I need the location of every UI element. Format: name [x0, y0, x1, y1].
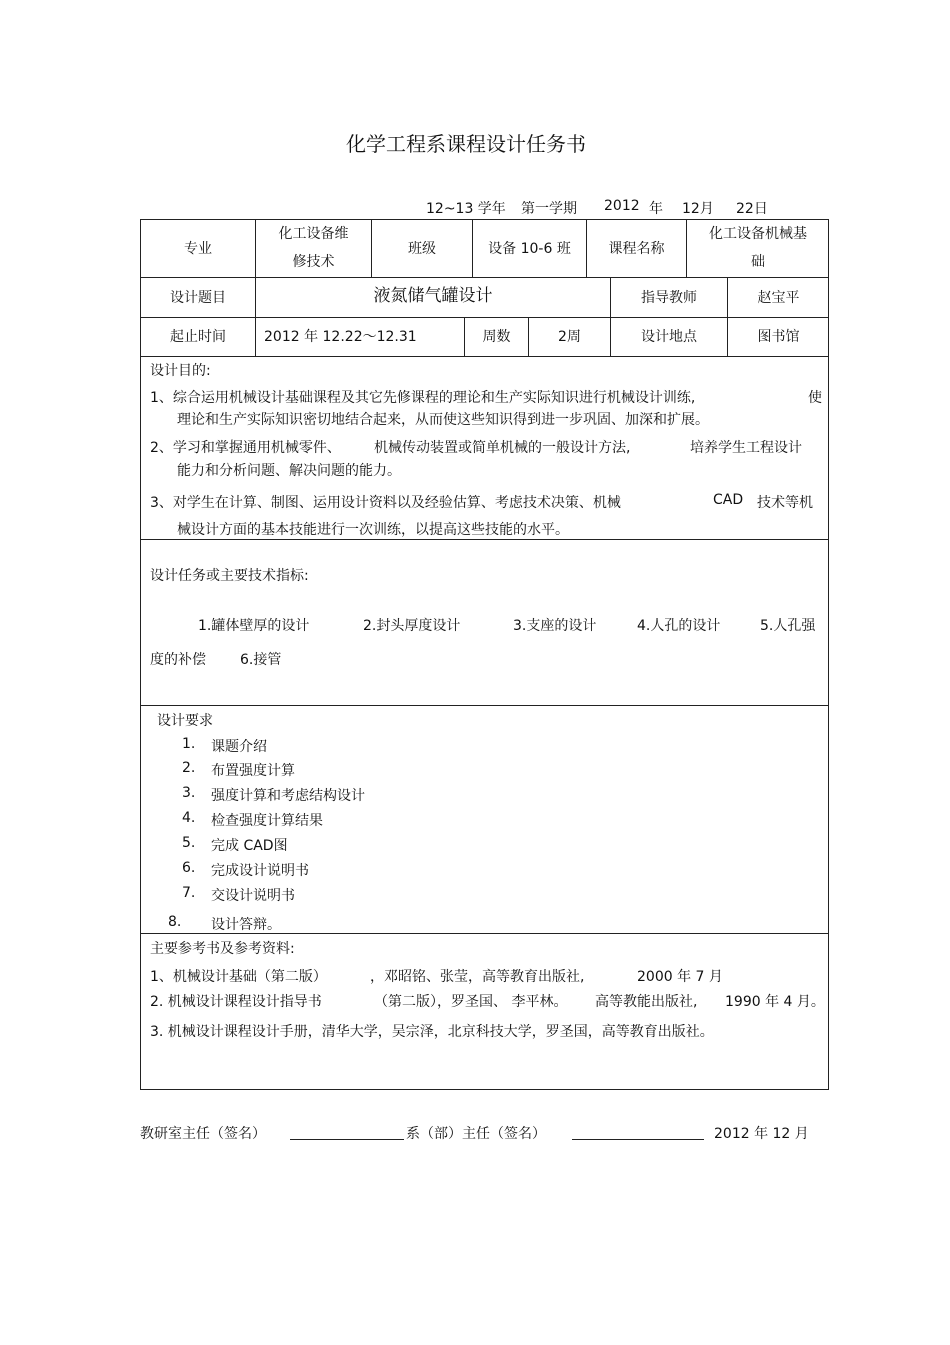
- weeks-label: 周数: [482, 329, 511, 345]
- dept-signature-line: [572, 1139, 704, 1140]
- weeks-value: 2周: [558, 329, 581, 345]
- requirement-num: 4.: [182, 810, 196, 826]
- requirement-num: 2.: [182, 760, 196, 776]
- office-director-signature-label: 教研室主任（签名）: [140, 1126, 266, 1142]
- requirement-num: 5.: [182, 835, 196, 851]
- table-rule: [140, 356, 829, 357]
- reference-1-date: 2000 年 7 月: [637, 969, 723, 985]
- requirement-text: 完成设计说明书: [211, 863, 309, 879]
- table-rule: [140, 539, 829, 540]
- purpose-item2-a: 2、学习和掌握通用机械零件、: [150, 440, 341, 456]
- requirement-text: 检查强度计算结果: [211, 813, 323, 829]
- requirement-num: 6.: [182, 860, 196, 876]
- reference-1-title: 1、机械设计基础（第二版）: [150, 969, 327, 985]
- tasks-heading: 设计任务或主要技术指标:: [150, 568, 309, 584]
- task-item: 3.支座的设计: [513, 618, 597, 634]
- task-item: 2.封头厚度设计: [363, 618, 461, 634]
- date-month: 12月: [682, 201, 714, 217]
- topic-value: 液氮储气罐设计: [373, 286, 493, 306]
- date-day: 22日: [736, 201, 768, 217]
- major-value-line2: 修技术: [292, 254, 335, 270]
- semester: 第一学期: [521, 201, 577, 217]
- period-value: 2012 年 12.22～12.31: [264, 329, 417, 345]
- requirement-text: 完成 CAD图: [211, 838, 288, 854]
- course-value-line2: 础: [751, 254, 765, 270]
- reference-2-date: 1990 年 4 月。: [725, 994, 825, 1010]
- references-heading: 主要参考书及参考资料:: [150, 941, 295, 957]
- requirement-num: 3.: [182, 785, 196, 801]
- office-signature-line: [290, 1139, 404, 1140]
- reference-2-publisher: 高等教能出版社,: [595, 994, 698, 1010]
- task-item: 4.人孔的设计: [637, 618, 721, 634]
- requirement-num: 7.: [182, 885, 196, 901]
- place-value: 图书馆: [757, 329, 800, 345]
- purpose-item2-c: 培养学生工程设计: [690, 440, 802, 456]
- dept-director-signature-label: 系（部）主任（签名）: [406, 1126, 546, 1142]
- purpose-item3-c: 技术等机: [757, 495, 813, 511]
- teacher-value: 赵宝平: [757, 289, 800, 306]
- page-title: 化学工程系课程设计任务书: [346, 132, 586, 156]
- date-year-unit: 年: [649, 201, 663, 217]
- signature-date: 2012 年 12 月: [714, 1126, 809, 1142]
- purpose-item1-c: 理论和生产实际知识密切地结合起来，从而使这些知识得到进一步巩固、加深和扩展。: [177, 412, 709, 428]
- reference-3: 3. 机械设计课程设计手册，清华大学，吴宗泽，北京科技大学，罗圣国，高等教育出版社。: [150, 1024, 714, 1040]
- reference-2-authors: （第二版），罗圣国、 李平林。: [374, 994, 568, 1010]
- topic-label: 设计题目: [170, 289, 226, 306]
- course-label: 课程名称: [608, 240, 665, 257]
- major-value-line1: 化工设备维: [278, 226, 349, 242]
- purpose-item1-b: 使: [808, 390, 822, 406]
- requirement-text: 布置强度计算: [211, 763, 295, 779]
- purpose-item3-a: 3、对学生在计算、制图、运用设计资料以及经验估算、考虑技术决策、机械: [150, 495, 621, 511]
- requirement-text: 课题介绍: [211, 739, 267, 755]
- place-label: 设计地点: [641, 329, 697, 345]
- requirement-num: 8.: [168, 914, 182, 930]
- purpose-item2-b: 机械传动装置或简单机械的一般设计方法,: [374, 440, 631, 456]
- school-year: 12~13 学年: [426, 201, 506, 217]
- task-item: 1.罐体壁厚的设计: [198, 618, 310, 634]
- period-label: 起止时间: [170, 329, 226, 345]
- purpose-item2-d: 能力和分析问题、解决问题的能力。: [177, 463, 401, 479]
- task-item: 度的补偿: [150, 652, 206, 668]
- purpose-item1-a: 1、综合运用机械设计基础课程及其它先修课程的理论和生产实际知识进行机械设计训练,: [150, 390, 696, 406]
- requirement-text: 交设计说明书: [211, 888, 295, 904]
- class-label: 班级: [408, 240, 436, 257]
- reference-1-authors: ，邓昭铭、张莹，高等教育出版社,: [370, 969, 585, 985]
- table-rule: [140, 705, 829, 706]
- task-item: 5.人孔强: [760, 618, 816, 634]
- major-label: 专业: [184, 240, 212, 257]
- purpose-heading: 设计目的:: [150, 363, 211, 379]
- class-value: 设备 10-6 班: [488, 240, 571, 257]
- requirements-heading: 设计要求: [157, 713, 213, 729]
- reference-2-title: 2. 机械设计课程设计指导书: [150, 994, 322, 1010]
- purpose-item3-d: 械设计方面的基本技能进行一次训练，以提高这些技能的水平。: [177, 522, 569, 538]
- requirement-text: 强度计算和考虑结构设计: [211, 788, 365, 804]
- task-item: 6.接管: [240, 652, 282, 668]
- purpose-item3-b: CAD: [713, 492, 744, 508]
- requirement-text: 设计答辩。: [211, 917, 281, 933]
- date-year: 2012: [604, 198, 640, 214]
- requirement-num: 1.: [182, 736, 196, 752]
- course-value-line1: 化工设备机械基: [709, 226, 807, 242]
- teacher-label: 指导教师: [641, 289, 697, 306]
